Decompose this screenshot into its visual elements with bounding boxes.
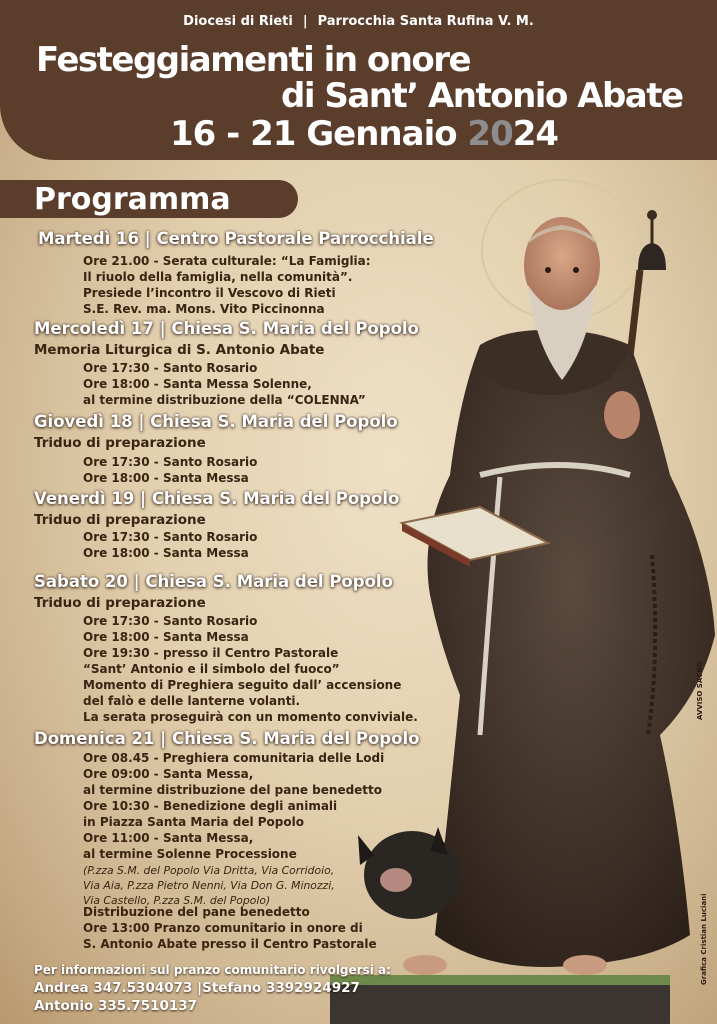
contact-line-2: Antonio 335.7510137 — [34, 998, 198, 1014]
day-subheading: Triduo di preparazione — [34, 512, 206, 528]
event-line: Ore 18:00 - Santa Messa — [83, 630, 249, 644]
event-line: “Sant’ Antonio e il simbolo del fuoco” — [83, 662, 340, 676]
event-line: Ore 17:30 - Santo Rosario — [83, 614, 258, 628]
event-line: La serata proseguirà con un momento conviviale. — [83, 710, 418, 724]
avviso-sacro-label: AVVISO SACRO — [696, 661, 704, 720]
info-title: Per informazioni sul pranzo comunitario rivolgersi a: — [34, 963, 391, 977]
title-line-2: di Sant’ Antonio Abate — [281, 76, 683, 116]
year-bold: 24 — [512, 114, 559, 154]
event-line: Il riuolo della famiglia, nella comunità”. — [83, 270, 353, 284]
header-org-line — [0, 14, 717, 29]
diocese-label: Diocesi di Rieti — [183, 14, 293, 29]
title-dates — [170, 114, 558, 154]
event-line: del falò e delle lanterne volanti. — [83, 694, 301, 708]
day-heading-venerdi: Venerdì 19 | Chiesa S. Maria del Popolo — [34, 489, 400, 508]
procession-route-line: Via Aia, P.zza Pietro Nenni, Via Don G. Minozzi, — [83, 879, 335, 892]
event-line: Ore 18:00 - Santa Messa — [83, 471, 249, 485]
event-line: Ore 11:00 - Santa Messa, — [83, 831, 254, 845]
event-line: Momento di Preghiera seguito dall’ accensione — [83, 678, 402, 692]
day-subheading: Memoria Liturgica di S. Antonio Abate — [34, 342, 325, 358]
event-line: Ore 08.45 - Preghiera comunitaria delle Lodi — [83, 751, 385, 765]
day-subheading: Triduo di preparazione — [34, 435, 206, 451]
event-line: Ore 13:00 Pranzo comunitario in onore di — [83, 921, 363, 935]
event-line: Presiede l’incontro il Vescovo di Rieti — [83, 286, 336, 300]
event-line: in Piazza Santa Maria del Popolo — [83, 815, 304, 829]
procession-route-line: Via Castello, P.zza S.M. del Popolo) — [83, 894, 271, 907]
header-band — [0, 0, 717, 160]
event-line: al termine distribuzione del pane benedetto — [83, 783, 383, 797]
event-line: S.E. Rev. ma. Mons. Vito Piccinonna — [83, 302, 325, 316]
event-line: al termine Solenne Processione — [83, 847, 297, 861]
event-line: Ore 17:30 - Santo Rosario — [83, 530, 258, 544]
procession-route-line: (P.zza S.M. del Popolo Via Dritta, Via Corridoio, — [83, 864, 335, 877]
event-line: Ore 21.00 - Serata culturale: “La Famiglia: — [83, 254, 371, 268]
day-heading-sabato: Sabato 20 | Chiesa S. Maria del Popolo — [34, 572, 393, 591]
saint-anthony-statue-image — [330, 175, 717, 1024]
event-line: Ore 17:30 - Santo Rosario — [83, 455, 258, 469]
event-line: Ore 18:00 - Santa Messa Solenne, — [83, 377, 312, 391]
parish-label: Parrocchia Santa Rufina V. M. — [317, 14, 534, 29]
event-line: Ore 19:30 - presso il Centro Pastorale — [83, 646, 339, 660]
event-line: Distribuzione del pane benedetto — [83, 905, 310, 919]
day-heading-domenica: Domenica 21 | Chiesa S. Maria del Popolo — [34, 729, 420, 748]
day-heading-giovedi: Giovedì 18 | Chiesa S. Maria del Popolo — [34, 412, 398, 431]
day-heading-mercoledi: Mercoledì 17 | Chiesa S. Maria del Popolo — [34, 319, 419, 338]
day-heading-martedi: Martedì 16 | Centro Pastorale Parrocchiale — [38, 229, 434, 248]
header-separator: | — [302, 14, 308, 29]
grafica-credit-label: Grafica Cristian Luciani — [700, 893, 708, 985]
event-line: al termine distribuzione della “COLENNA” — [83, 393, 366, 407]
event-line: Ore 17:30 - Santo Rosario — [83, 361, 258, 375]
programma-heading: Programma — [34, 182, 231, 217]
day-subheading: Triduo di preparazione — [34, 595, 206, 611]
event-line: Ore 10:30 - Benedizione degli animali — [83, 799, 338, 813]
year-faded: 20 — [467, 114, 513, 154]
contact-line-1: Andrea 347.5304073 |Stefano 3392924927 — [34, 980, 360, 996]
title-line-1: Festeggiamenti in onore — [36, 40, 471, 80]
dates-text: 16 - 21 Gennaio — [170, 114, 468, 154]
event-line: Ore 09:00 - Santa Messa, — [83, 767, 254, 781]
event-line: Ore 18:00 - Santa Messa — [83, 546, 249, 560]
event-line: S. Antonio Abate presso il Centro Pastorale — [83, 937, 377, 951]
